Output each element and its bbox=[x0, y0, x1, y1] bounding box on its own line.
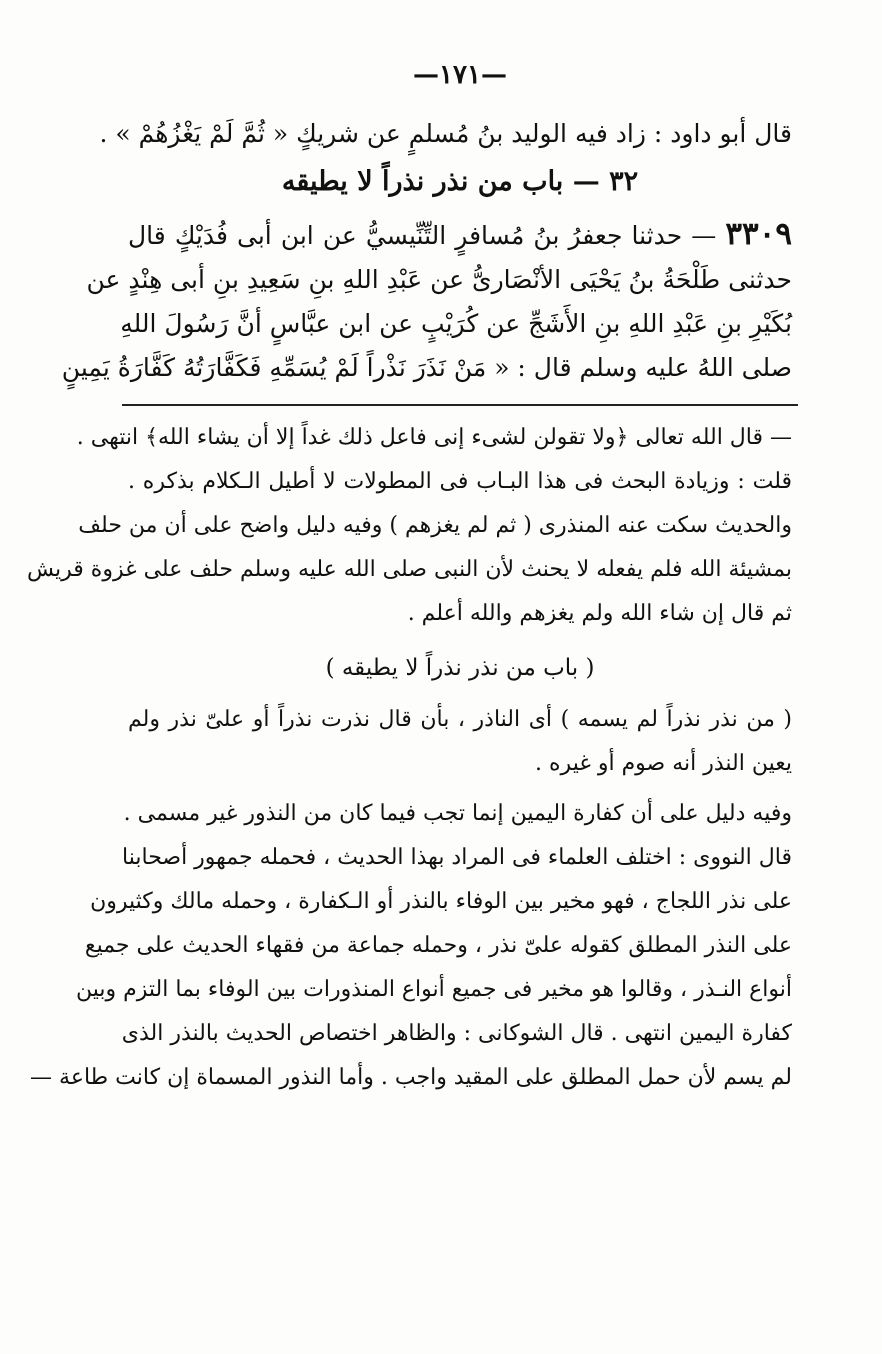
commentary-line: يعين النذر أنه صوم أو غيره . bbox=[535, 751, 792, 776]
commentary-line: أنواع النـذر ، وقالوا هو مخير فى جميع أنواع المنذورات بين الوفاء بما التزم وبين bbox=[76, 977, 792, 1002]
commentary-line: ثم قال إن شاء الله ولم يغزهم والله أعلم . bbox=[407, 601, 792, 626]
hadith-line-text: — حدثنا جعفرُ بنُ مُسافرٍ التِّنِّيسيُّ عن ابن أبى فُدَيْكٍ قال bbox=[128, 221, 717, 250]
hadith-number: ٣٣٠٩ bbox=[725, 216, 793, 252]
commentary-line: وفيه دليل على أن كفارة اليمين إنما تجب فيما كان من النذور غير مسمى . bbox=[123, 801, 792, 826]
commentary-line: والحديث سكت عنه المنذرى ( ثم لم يغزهم ) وفيه دليل واضح على أن من حلف bbox=[78, 513, 792, 538]
hadith-intro-line: قال أبو داود : زاد فيه الوليد بنُ مُسلمٍ عن شريكٍ « ثُمَّ لَمْ يَغْزُهُمْ » . bbox=[99, 119, 792, 148]
page-number: —١٧١— bbox=[413, 60, 507, 90]
chapter-title: ٣٢ — باب من نذر نذراً لا يطيقه bbox=[281, 166, 639, 197]
hadith-line: حدثنى طَلْحَةُ بنُ يَحْيَى الأنْصَارىُّ عن عَبْدِ اللهِ بنِ سَعِيدِ بنِ أبى هِنْدٍ عن bbox=[86, 265, 792, 294]
hadith-line bbox=[128, 212, 792, 258]
commentary-line: قلت : وزيادة البحث فى هذا البـاب فى المطولات لا أطيل الـكلام بذكره . bbox=[128, 469, 792, 494]
commentary-section bbox=[26, 416, 792, 1100]
commentary-line: على نذر اللجاج ، فهو مخير بين الوفاء بالنذر أو الـكفارة ، وحمله مالك وكثيرون bbox=[90, 889, 792, 914]
commentary-line: ( من نذر نذراً لم يسمه ) أى الناذر ، بأن قال نذرت نذراً أو علىّ نذر ولم bbox=[128, 707, 792, 732]
commentary-chapter-title: ( باب من نذر نذراً لا يطيقه ) bbox=[325, 655, 595, 681]
commentary-line: بمشيئة الله فلم يفعله لا يحنث لأن النبى صلى الله عليه وسلم حلف على غزوة قريش bbox=[26, 557, 792, 582]
commentary-line: على النذر المطلق كقوله علىّ نذر ، وحمله جماعة من فقهاء الحديث على جميع bbox=[84, 933, 792, 958]
footnote-divider bbox=[122, 404, 798, 406]
commentary-line: قال النووى : اختلف العلماء فى المراد بهذا الحديث ، فحمله جمهور أصحابنا bbox=[122, 845, 792, 870]
commentary-line: — قال الله تعالى ﴿ولا تقولن لشىء إنى فاعل ذلك غداً إلا أن يشاء الله﴾ انتهى . bbox=[76, 425, 792, 450]
hadith-line: بُكَيْرِ بنِ عَبْدِ اللهِ بنِ الأَشَجِّ عن كُرَيْبٍ عن ابن عبَّاسٍ أنَّ رَسُولَ اللهِ bbox=[120, 309, 792, 338]
commentary-line: كفارة اليمين انتهى . قال الشوكانى : والظاهر اختصاص الحديث بالنذر الذى bbox=[121, 1021, 792, 1046]
commentary-line: لم يسم لأن حمل المطلق على المقيد واجب . وأما النذور المسماة إن كانت طاعة — bbox=[30, 1065, 792, 1090]
hadith-section bbox=[61, 112, 793, 390]
hadith-line: صلى اللهُ عليه وسلم قال : « مَنْ نَذَرَ نَذْراً لَمْ يُسَمِّهِ فَكَفَّارَتُهُ كَفَّارَةُ يَمِينٍ bbox=[61, 353, 792, 382]
